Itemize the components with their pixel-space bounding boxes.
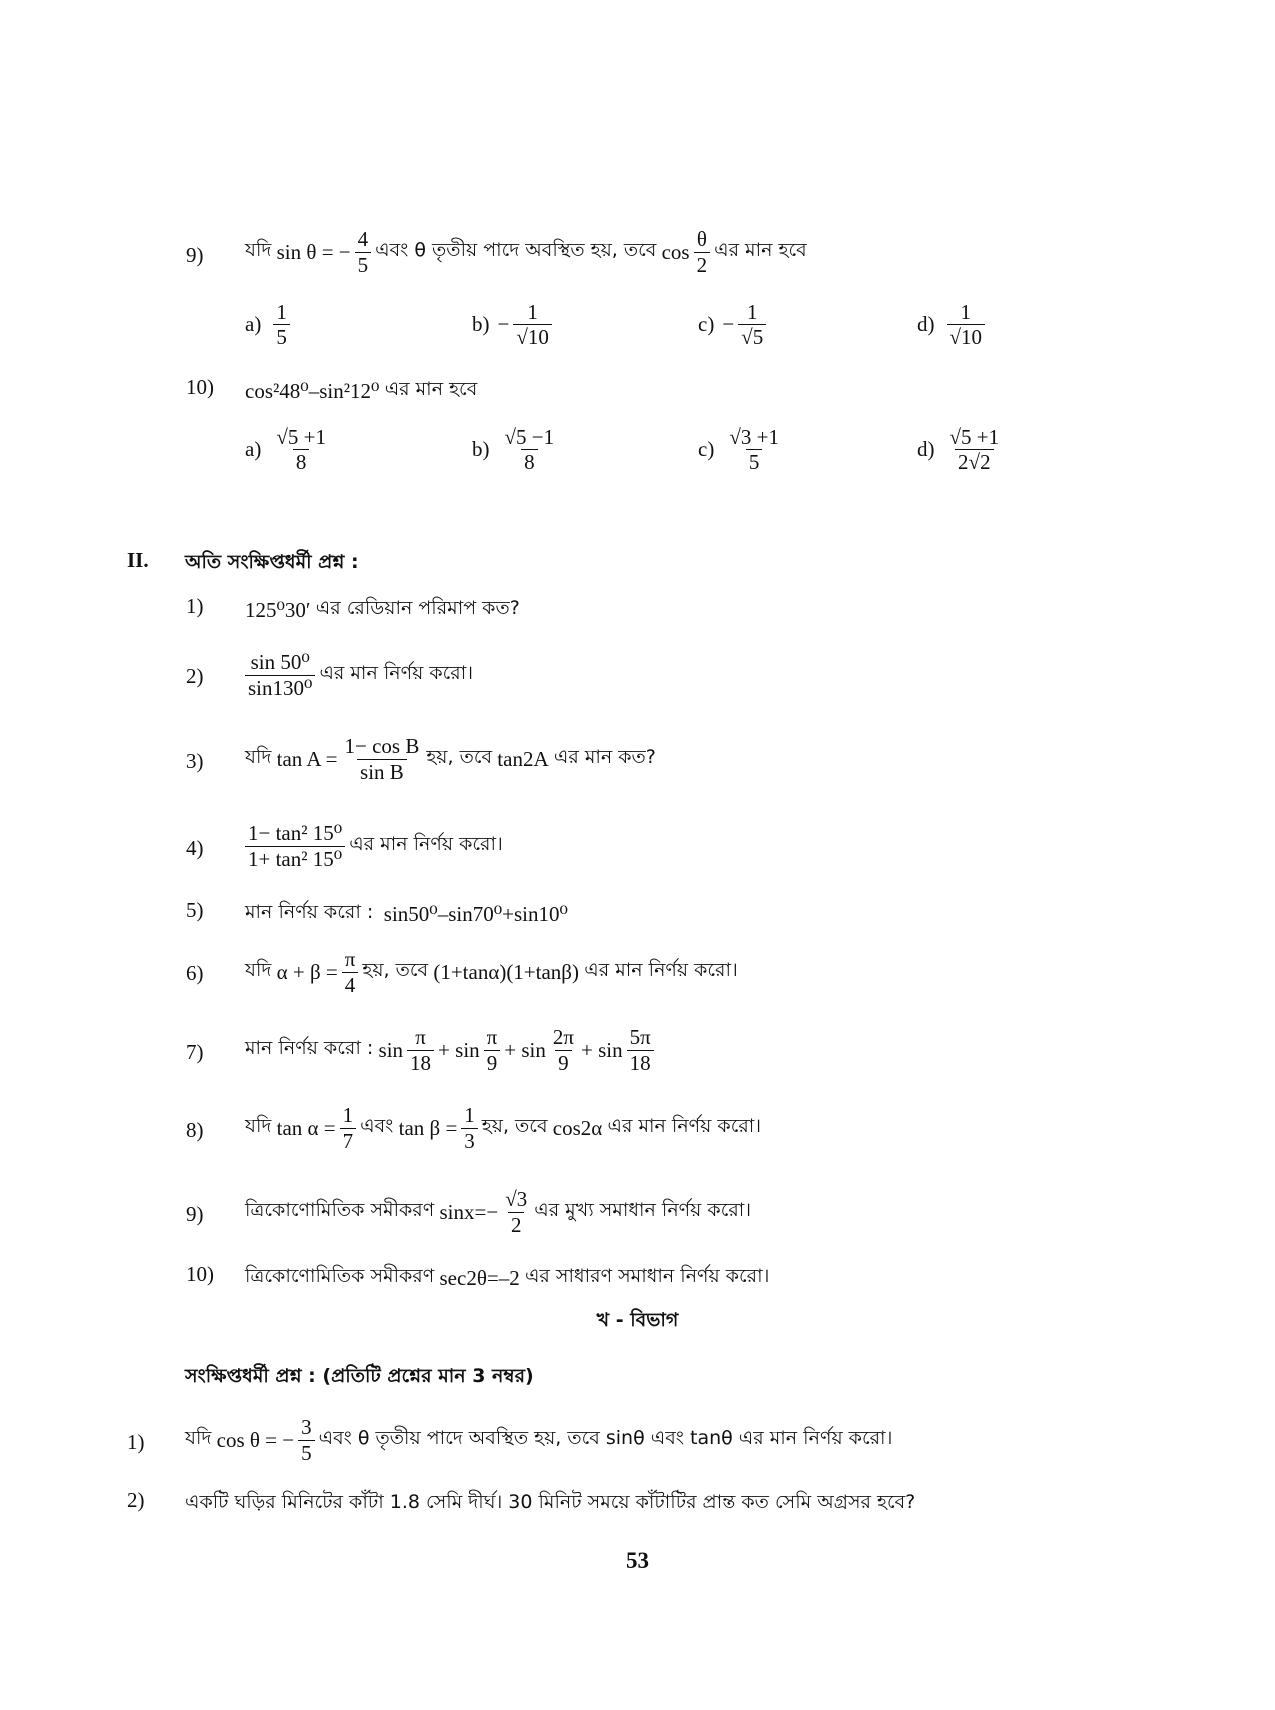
option-b: b) − $\frac{1}{√10}$ xyxy=(472,300,556,349)
fraction: $\frac{\theta}{2}$ xyxy=(694,227,711,276)
question-text: একটি ঘড়ির মিনিটের কাঁটা 1.8 সেমি দীর্ঘ। 30 মিনিট সময়ে কাঁটাটির প্রান্ত কত সেমি অগ্রসর হবে? xyxy=(185,1491,916,1513)
section-title: অতি সংক্ষিপ্তধর্মী প্রশ্ন : xyxy=(185,551,359,573)
question-text: ত্রিকোণোমিতিক সমীকরণ sec2θ=–2 এর সাধারণ সমাধান নির্ণয় করো। xyxy=(245,1265,770,1290)
text: এর মান হবে xyxy=(384,378,478,400)
question-text: যদি tan A = $\frac{\text{1− cos B}}{\text{sin B}}$ হয়, তবে tan2A এর মান কত? xyxy=(245,734,656,784)
question-text: মান নির্ণয় করো : sin50⁰–sin70⁰+sin10⁰ xyxy=(245,901,568,926)
text: যদি xyxy=(245,239,272,261)
question-text: মান নির্ণয় করো : sin $\frac{\pi}{18}$ + sin $\frac{\pi}{9}$ + sin $\frac{2\pi}{9}$ + sin $\frac{5\pi}{18}$ xyxy=(245,1018,658,1082)
question-text: যদি cos θ = − $\frac{3}{5}$ এবং θ তৃতীয় পাদে অবস্থিত হয়, তবে sinθ এবং tanθ এর মান নির্ণয় করো। xyxy=(185,1415,893,1465)
text: এবং θ তৃতীয় পাদে অবস্থিত হয়, তবে xyxy=(375,239,657,261)
math-expr: sin θ = − xyxy=(276,239,351,264)
page-number: 53 xyxy=(626,1548,649,1573)
question-number: 10) xyxy=(186,375,214,399)
section-b-subtitle: সংক্ষিপ্তধর্মী প্রশ্ন : (প্রতিটি প্রশ্নের মান 3 নম্বর) xyxy=(185,1365,534,1387)
option-d: d) $\frac{√5 +1}{2√2}$ xyxy=(917,425,1000,475)
question-text: যদি α + β = $\frac{\pi}{4}$ হয়, তবে (1+tanα)(1+tanβ) এর মান নির্ণয় করো। xyxy=(245,947,738,997)
question-9-text xyxy=(245,222,807,282)
question-number: 8) xyxy=(186,1118,204,1142)
question-number: 6) xyxy=(186,961,204,985)
section-roman: II. xyxy=(127,548,149,572)
option-a: a) $\frac{√5 +1}{8}$ xyxy=(245,425,326,475)
option-c: c) − $\frac{1}{√5}$ xyxy=(698,300,770,349)
question-text: 125⁰30′ এর রেডিয়ান পরিমাপ কত? xyxy=(245,597,520,622)
option-a: a) $\frac{1}{5}$ xyxy=(245,300,294,349)
question-number: 9) xyxy=(186,243,204,267)
question-text: ত্রিকোণোমিতিক সমীকরণ sinx=− $\frac{√3}{2}$ এর মুখ্য সমাধান নির্ণয় করো। xyxy=(245,1187,752,1237)
section-b-title: খ - বিভাগ xyxy=(596,1309,679,1331)
question-10-text xyxy=(245,375,477,407)
question-number: 10) xyxy=(186,1262,214,1286)
question-number: 1) xyxy=(186,594,204,618)
question-text: যদি tan α = $\frac{1}{7}$ এবং tan β = $\frac{1}{3}$ হয়, তবে cos2α এর মান নির্ণয় করো। xyxy=(245,1103,762,1153)
question-number: 7) xyxy=(186,1040,204,1064)
option-d: d) $\frac{1}{√10}$ xyxy=(917,300,989,349)
question-number: 1) xyxy=(127,1430,145,1454)
option-b: b) $\frac{√5 -1}{8}$ xyxy=(472,425,555,475)
question-text: $\frac{\text{sin 50⁰}}{\text{sin130⁰}}$ এর মান নির্ণয় করো। xyxy=(245,643,473,707)
fraction: $\frac{4}{5}$ xyxy=(355,227,372,276)
question-text: $\frac{\text{1− tan² 15⁰}}{\text{1+ tan² 15⁰}}$ এর মান নির্ণয় করো। xyxy=(245,813,503,879)
text: এর মান হবে xyxy=(714,239,807,261)
question-number: 9) xyxy=(186,1202,204,1226)
question-number: 4) xyxy=(186,836,204,860)
question-number: 2) xyxy=(186,664,204,688)
option-c: c) $\frac{√3 +1}{5}$ xyxy=(698,425,779,475)
question-number: 5) xyxy=(186,898,204,922)
question-number: 3) xyxy=(186,749,204,773)
math-expr: cos xyxy=(661,239,690,264)
question-number: 2) xyxy=(127,1488,145,1512)
math-expr: cos²48⁰–sin²12⁰ xyxy=(245,378,380,403)
